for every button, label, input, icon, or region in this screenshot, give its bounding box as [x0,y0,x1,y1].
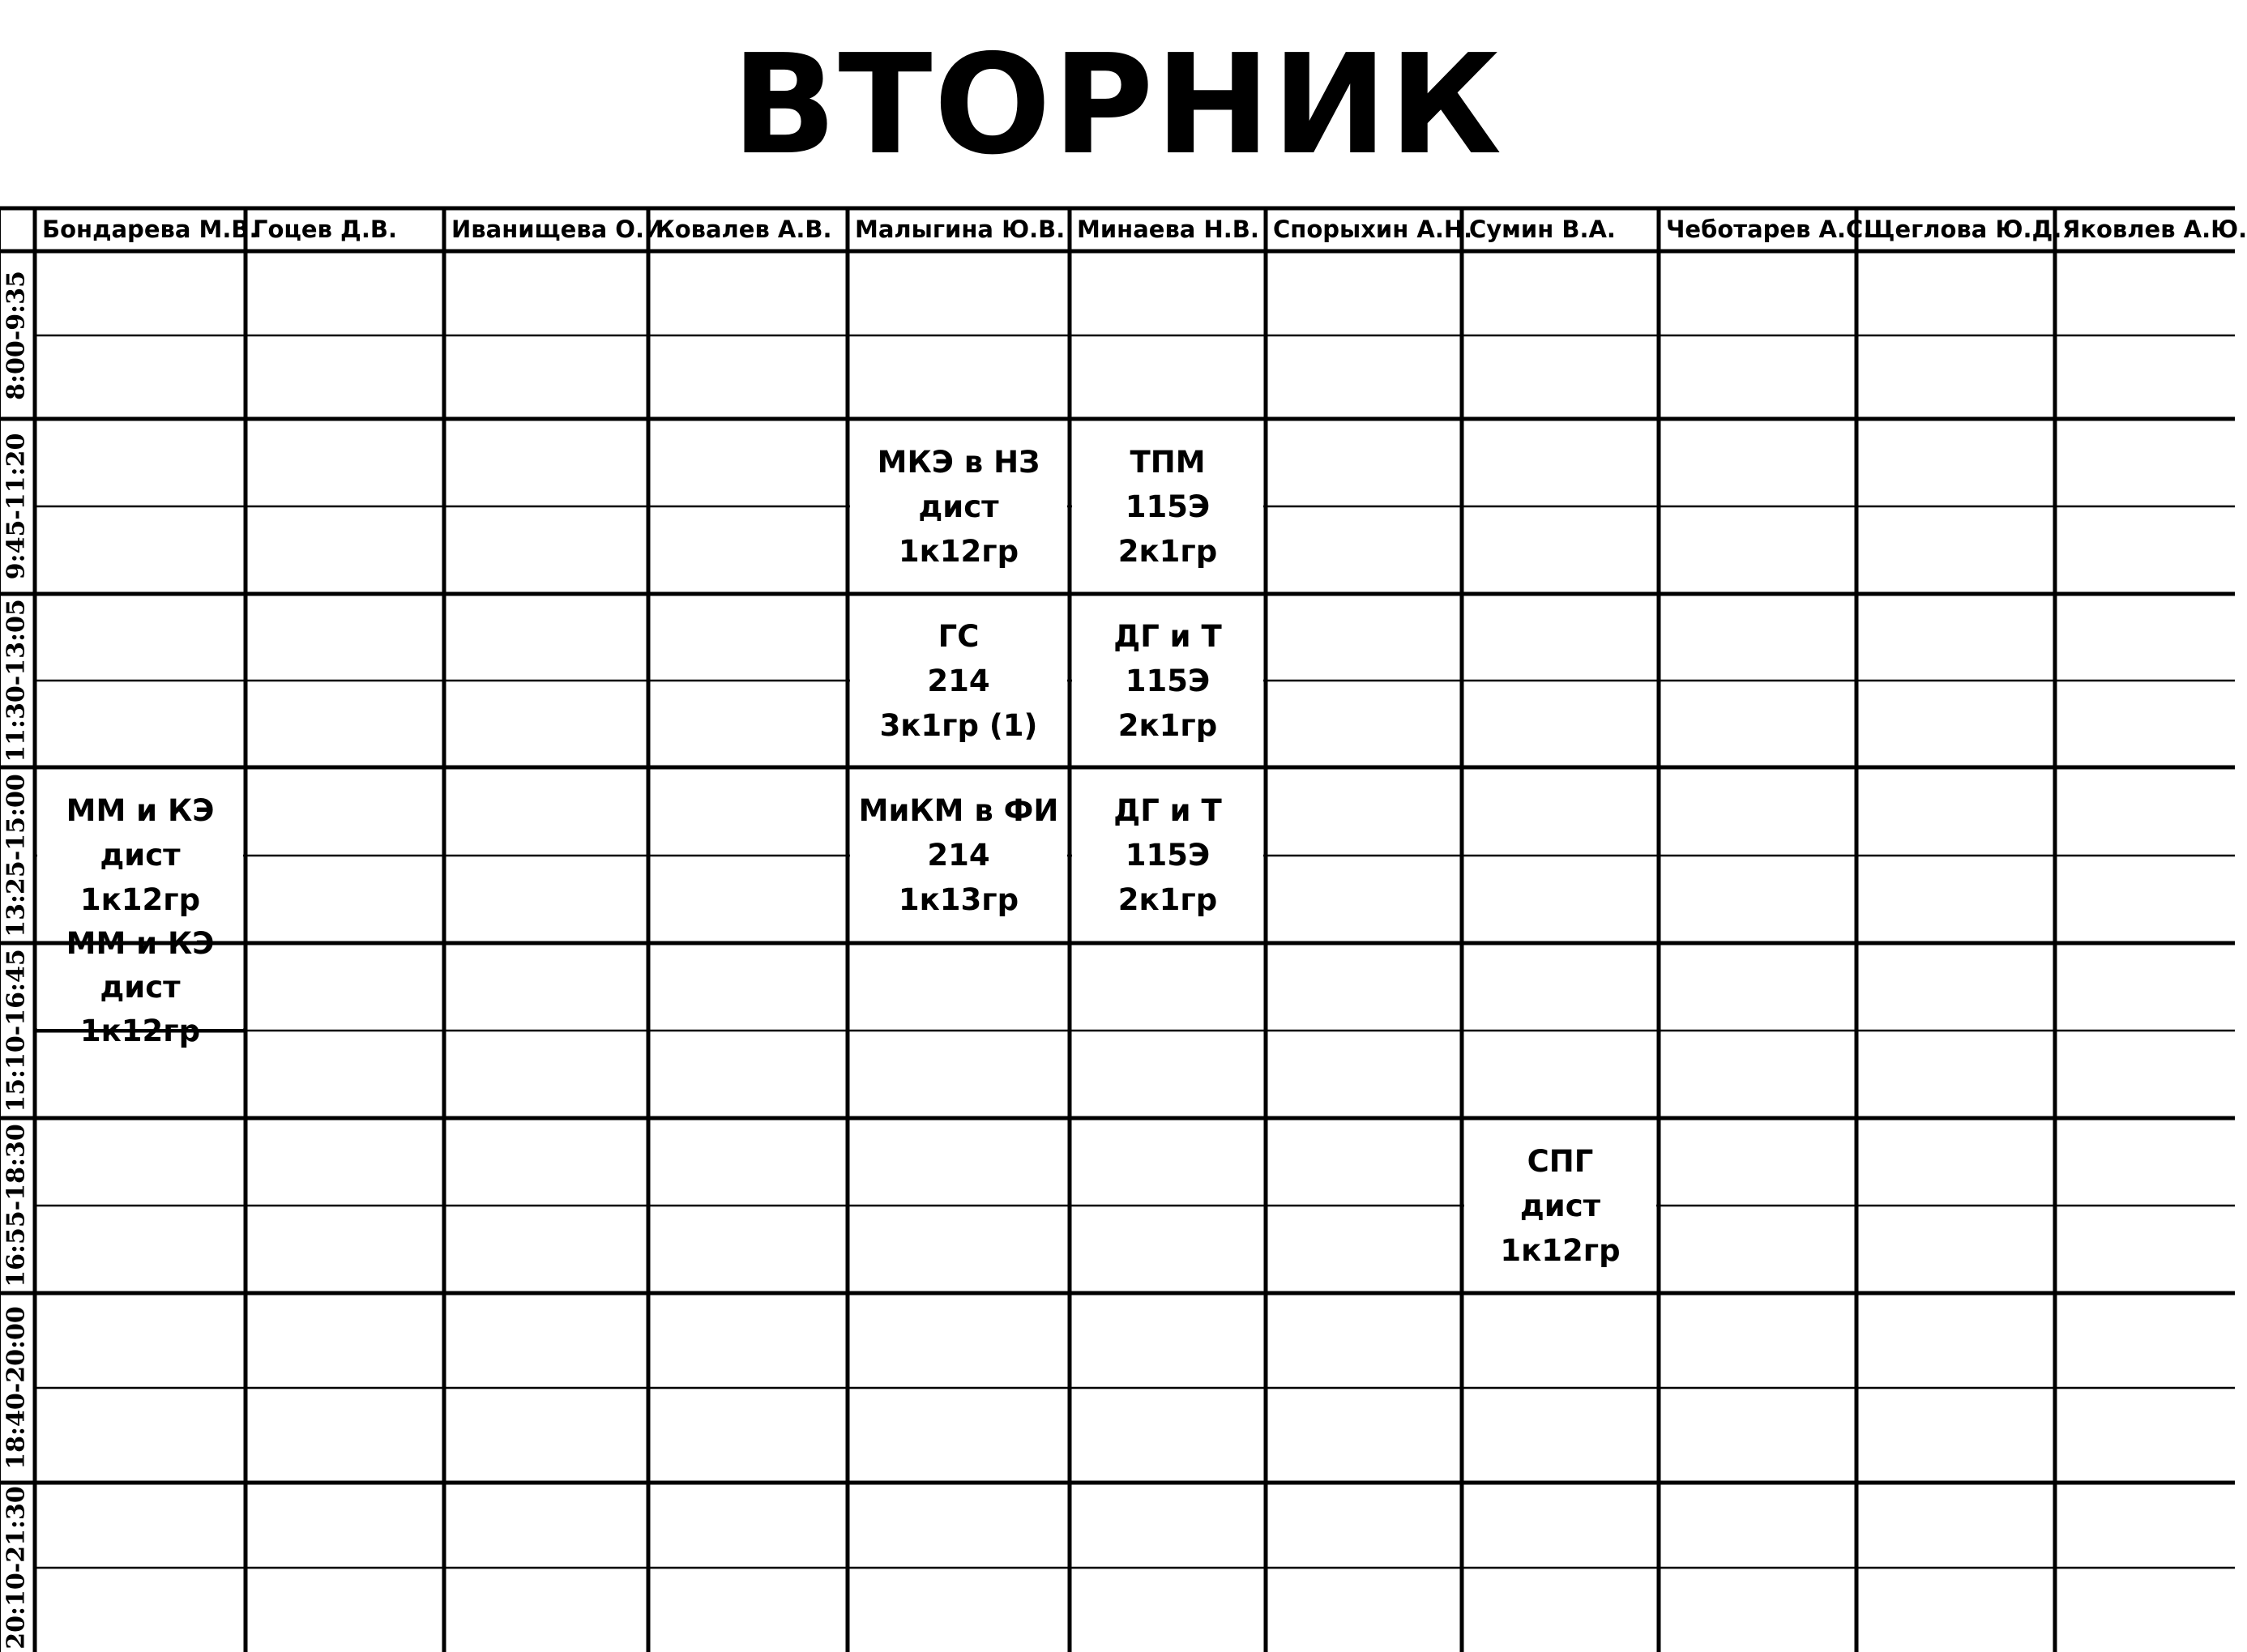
time-slot-text: 11:30-13:05 [2,599,31,762]
lesson-line: 2к1гр [1117,707,1218,743]
teacher-header: Минаева Н.В. [1077,216,1259,243]
lesson-line: 1к12гр [1500,1232,1621,1268]
lesson-line: 1к13гр [898,882,1019,917]
lesson-cell [37,770,243,941]
time-slot-text: 9:45-11:20 [2,433,31,580]
time-slot-label [0,251,32,419]
time-slot-label [0,1293,32,1483]
teacher-header: Иванищева О.И. [451,216,673,243]
time-slot-text: 8:00-9:35 [2,270,31,400]
lesson-line: 1к12гр [898,533,1019,569]
lesson-cell [1072,596,1263,765]
lesson-line: дист [100,838,181,873]
teacher-header: Щеглова Ю.Д. [1864,216,2062,243]
lesson-cell [1464,1121,1656,1291]
time-slot-label [0,767,32,943]
teacher-header: Малыгина Ю.В. [855,216,1066,243]
teacher-header: Бондарева М.В. [42,216,258,243]
time-slot-label [0,1483,32,1652]
lesson-line: ДГ и Т [1113,618,1222,654]
lesson-line: 1к12гр [79,882,201,917]
lesson-cell [1072,421,1263,591]
lesson-line: 3к1гр (1) [879,707,1038,743]
teacher-header: Ковалев А.В. [656,216,832,243]
lesson-line: ГС [938,618,980,654]
time-slot-text: 18:40-20:00 [2,1306,31,1470]
lesson-line: ТПМ [1130,444,1206,480]
lesson-cell [850,421,1067,591]
time-slot-label [0,419,32,594]
teacher-header: Спорыхин А.Н. [1273,216,1473,243]
lesson-line: МКЭ в НЗ [877,444,1040,480]
lesson-line: 214 [927,838,990,873]
lesson-line: дист [1519,1188,1601,1223]
time-slot-label [0,594,32,767]
teacher-header: Яковлев А.Ю. [2062,216,2247,243]
lesson-cell [850,770,1067,941]
time-slot-text: 20:10-21:30 [2,1485,31,1650]
page-title: ВТОРНИК [731,25,1504,186]
lesson-line: МиКМ в ФИ [858,793,1059,828]
time-slot-text: 13:25-15:00 [2,773,31,937]
lesson-line: 2к1гр [1117,533,1218,569]
lesson-line: дист [918,489,999,524]
lesson-cell [850,596,1067,765]
time-slot-label [0,1118,32,1293]
time-slot-text: 15:10-16:45 [2,949,31,1112]
lesson-line: ДГ и Т [1113,793,1222,828]
time-slot-label [0,943,32,1118]
lesson-cell [37,925,243,1048]
time-slot-text: 16:55-18:30 [2,1124,31,1287]
lesson-line: ММ и КЭ [66,793,215,828]
lesson-cell [1072,770,1263,941]
lesson-line: 214 [927,663,990,698]
lesson-line: дист 1к12гр [79,969,201,1048]
lesson-line: ММ и КЭ [66,925,215,961]
lesson-line: 115Э [1125,663,1211,698]
teacher-header: Сумин В.А. [1469,216,1616,243]
teacher-header: Чеботарев А.С. [1666,216,1873,243]
lesson-line: 2к1гр [1117,882,1218,917]
lesson-line: СПГ [1527,1143,1594,1179]
lesson-line: 115Э [1125,838,1211,873]
lesson-line: 115Э [1125,489,1211,524]
teacher-header: Гоцев Д.В. [253,216,397,243]
